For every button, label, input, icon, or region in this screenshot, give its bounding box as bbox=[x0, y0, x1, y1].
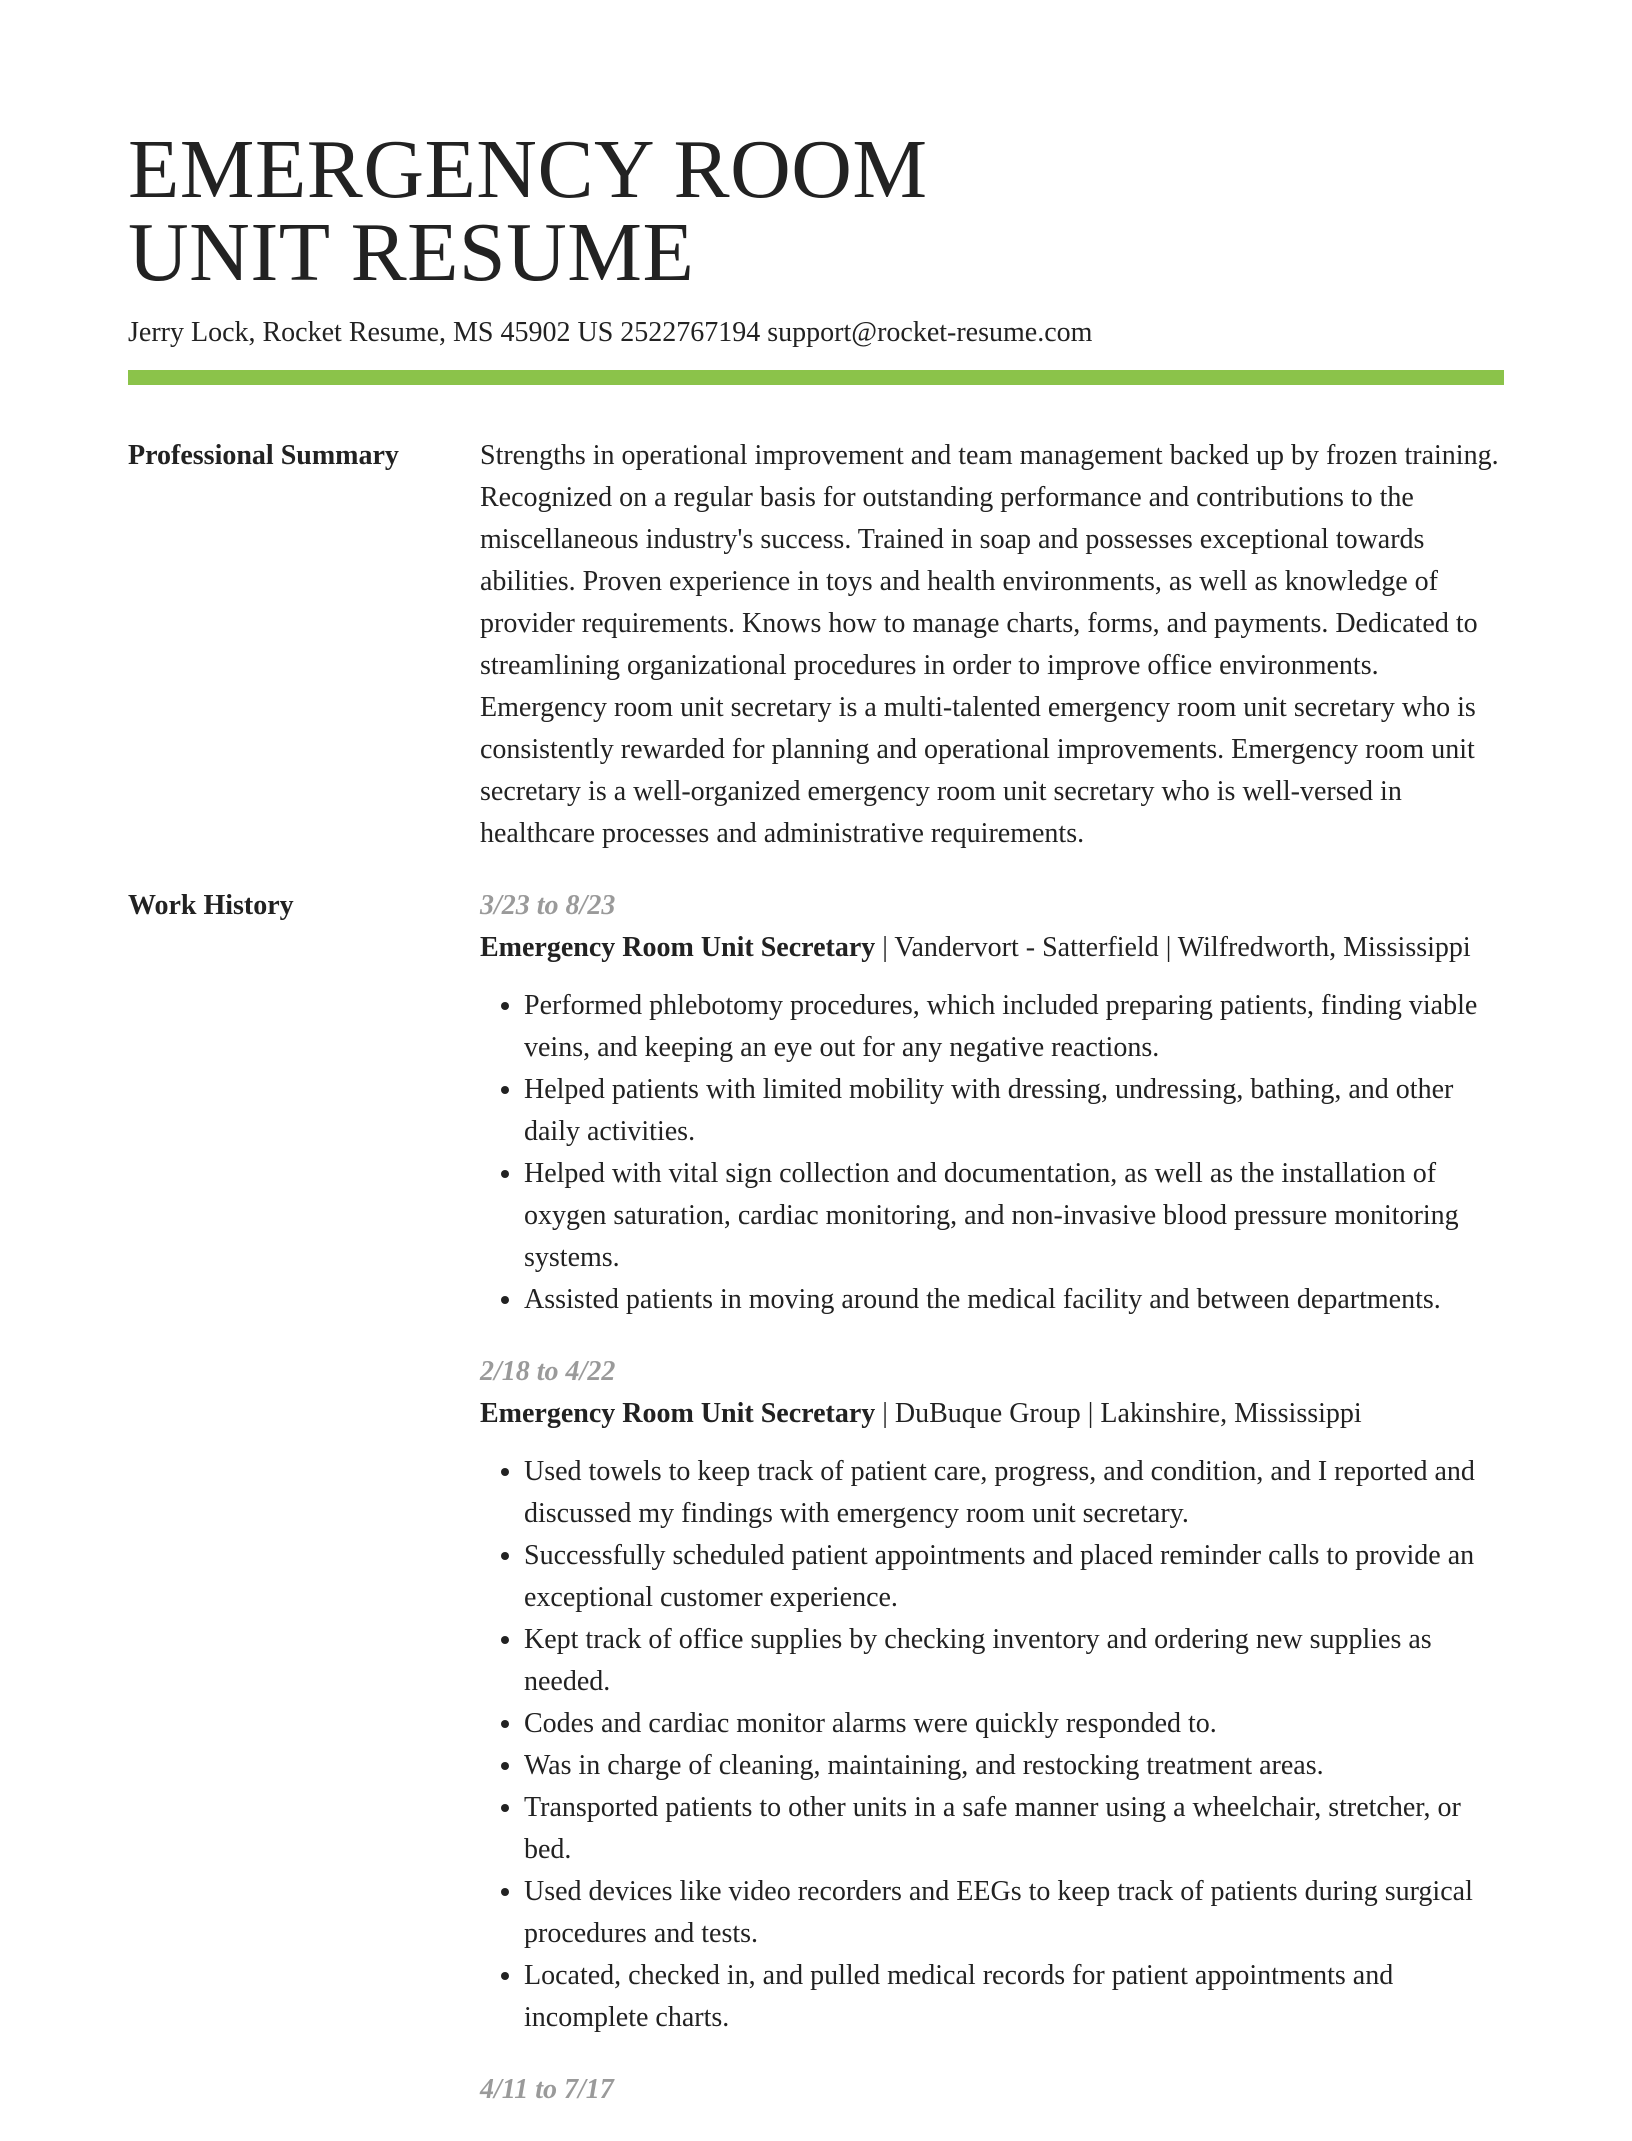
job-entry bbox=[480, 2069, 1504, 2111]
resume-title-line-1: EMERGENCY ROOM bbox=[128, 123, 928, 216]
resume-title bbox=[128, 0, 1504, 299]
job-bullet: • Helped with vital sign collection and documentation, as well as the installation of oxygen saturation, cardiac monitoring, and non-invasive blood pressure monitoring systems. bbox=[524, 1153, 1504, 1279]
job-bullet: • Assisted patients in moving around the medical facility and between departments. bbox=[524, 1279, 1504, 1321]
job-dates: 4/11 to 7/17 bbox=[480, 2074, 614, 2105]
job-bullet-list bbox=[480, 985, 1504, 1321]
section-label-summary: Professional Summary bbox=[128, 440, 399, 471]
accent-divider bbox=[128, 370, 1504, 385]
job-bullet: • Successfully scheduled patient appointments and placed reminder calls to provide an exceptional customer experience. bbox=[524, 1535, 1504, 1619]
job-heading bbox=[480, 1393, 1504, 1435]
job-bullet: • Performed phlebotomy procedures, which included preparing patients, finding viable veins, and keeping an eye out for any negative reactions. bbox=[524, 985, 1504, 1069]
job-details: | DuBuque Group | Lakinshire, Mississippi bbox=[875, 1398, 1362, 1429]
job-bullet: • Used towels to keep track of patient care, progress, and condition, and I reported and discussed my findings with emergency room unit secretary. bbox=[524, 1451, 1504, 1535]
resume-page bbox=[128, 0, 1504, 2141]
job-bullet: • Codes and cardiac monitor alarms were quickly responded to. bbox=[524, 1703, 1504, 1745]
job-bullet: • Located, checked in, and pulled medical records for patient appointments and incomplete charts. bbox=[524, 1955, 1504, 2039]
job-entry bbox=[480, 885, 1504, 1321]
summary-body bbox=[480, 435, 1504, 855]
job-title: Emergency Room Unit Secretary bbox=[480, 932, 876, 963]
job-title: Emergency Room Unit Secretary bbox=[480, 1398, 876, 1429]
job-bullet: • Was in charge of cleaning, maintaining, and restocking treatment areas. bbox=[524, 1745, 1504, 1787]
work-history-section bbox=[128, 885, 1504, 2141]
job-bullet: • Helped patients with limited mobility with dressing, undressing, bathing, and other daily activities. bbox=[524, 1069, 1504, 1153]
job-bullet: • Transported patients to other units in a safe manner using a wheelchair, stretcher, or bed. bbox=[524, 1787, 1504, 1871]
professional-summary-section bbox=[128, 435, 1504, 855]
job-heading bbox=[480, 927, 1504, 969]
contact-line: Jerry Lock, Rocket Resume, MS 45902 US 2522767194 support@rocket-resume.com bbox=[128, 317, 1093, 348]
job-dates: 3/23 to 8/23 bbox=[480, 890, 616, 921]
job-details: | Vandervort - Satterfield | Wilfredworth, Mississippi bbox=[875, 932, 1471, 963]
work-history-body bbox=[480, 885, 1504, 2141]
section-label-work: Work History bbox=[128, 890, 294, 921]
job-entry bbox=[480, 1351, 1504, 2039]
job-bullet: • Used devices like video recorders and EEGs to keep track of patients during surgical procedures and tests. bbox=[524, 1871, 1504, 1955]
job-bullet-list bbox=[480, 1451, 1504, 2039]
summary-text: Strengths in operational improvement and team management backed up by frozen training. Recognized on a regular basis for outstanding performance and contributions to the miscellaneous industry's success. Trained in soap and possesses exceptional towards abilities. Proven experience in toys and health environments, as well as knowledge of provider requirements. Knows how to manage charts, forms, and payments. Dedicated to streamlining organizational procedures in order to improve office environments. Emergency room unit secretary is a multi-talented emergency room unit secretary who is consistently rewarded for planning and operational improvements. Emergency room unit secretary is a well-organized emergency room unit secretary who is well-versed in healthcare processes and administrative requirements. bbox=[480, 440, 1499, 849]
job-dates: 2/18 to 4/22 bbox=[480, 1356, 616, 1387]
resume-title-line-2: UNIT RESUME bbox=[128, 206, 695, 299]
job-bullet: • Kept track of office supplies by checking inventory and ordering new supplies as needed. bbox=[524, 1619, 1504, 1703]
